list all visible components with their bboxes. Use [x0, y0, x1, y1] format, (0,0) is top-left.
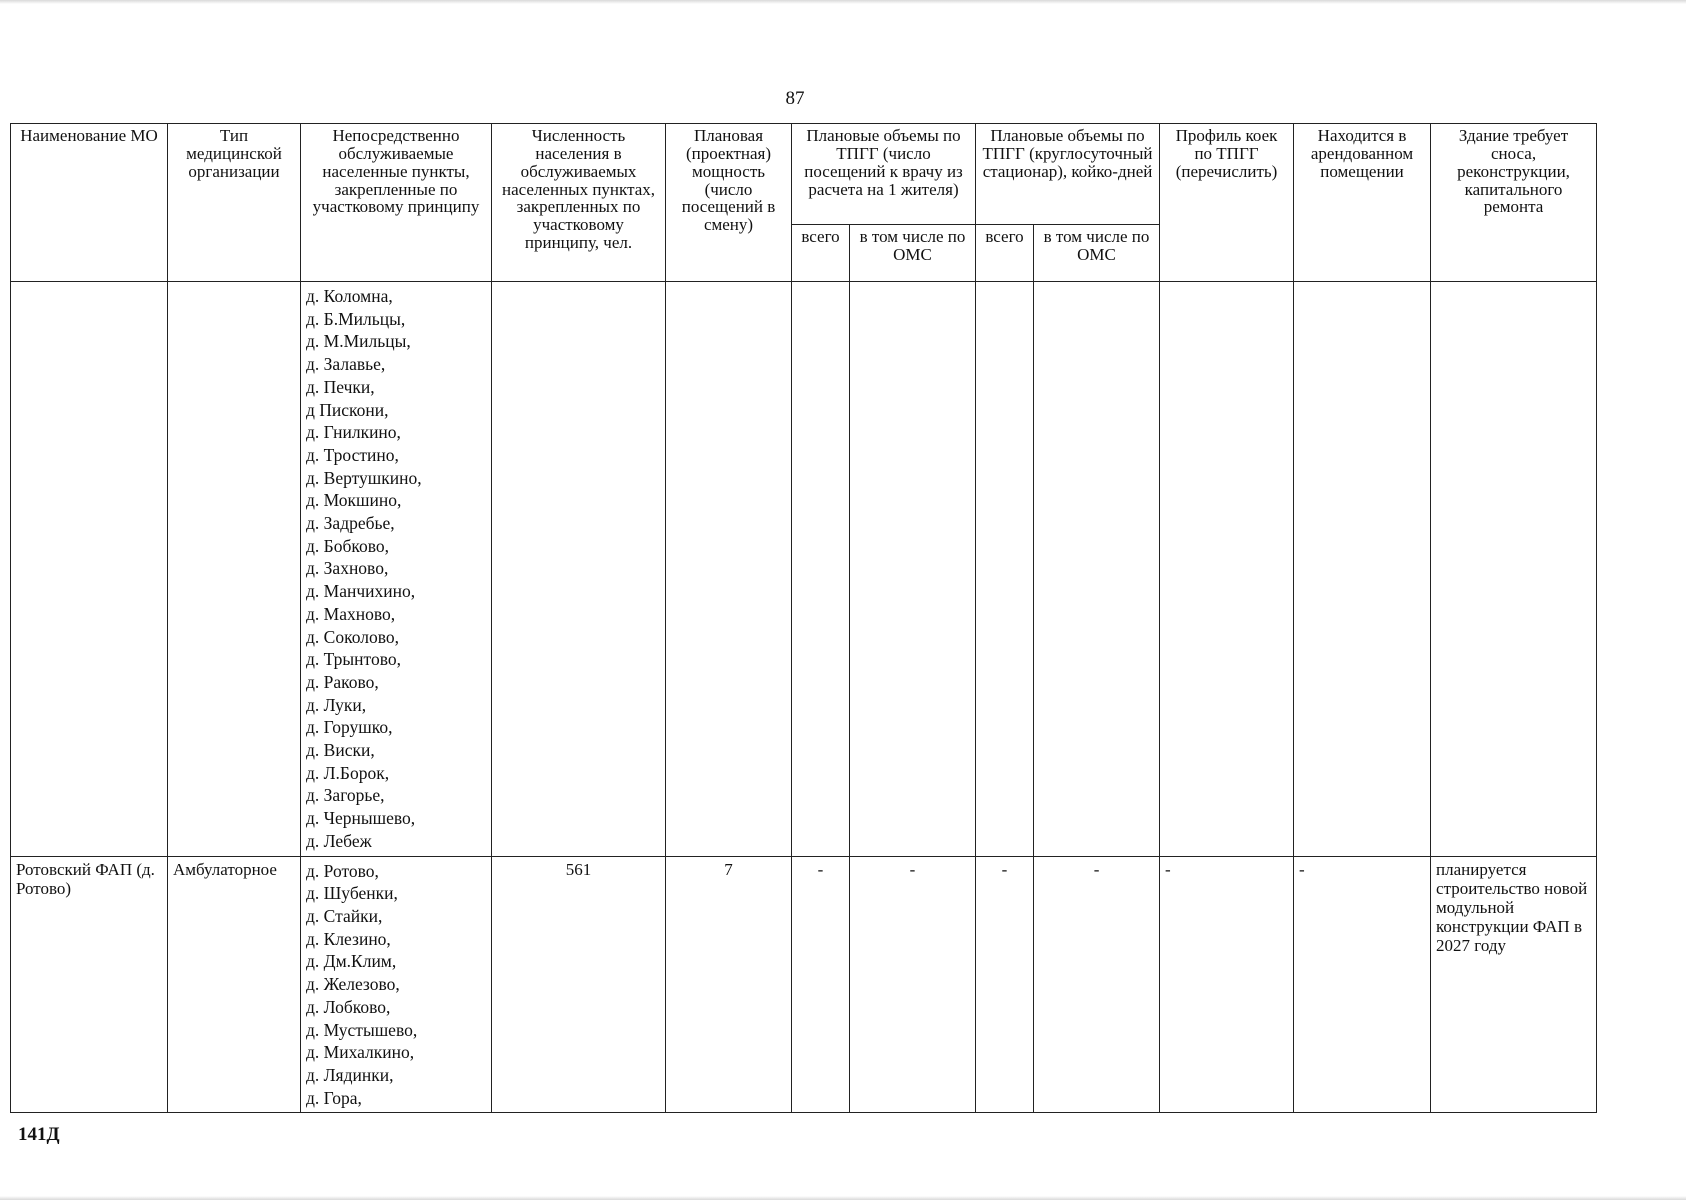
- cell-building: [1431, 282, 1597, 857]
- header-visits-oms: в том числе по ОМС: [850, 225, 976, 282]
- header-capacity: Плановая (проектная) мощность (число посещений в смену): [666, 124, 792, 282]
- header-visits-total: всего: [792, 225, 850, 282]
- settlement-item: д. Махново,: [306, 603, 396, 624]
- scan-edge-top: [0, 0, 1686, 4]
- settlement-item: д. Захново,: [306, 558, 389, 579]
- header-row-1: [11, 124, 1597, 225]
- table-row: [11, 856, 1597, 1113]
- cell-visits-oms: -: [850, 856, 976, 1113]
- settlement-item: д. Лебеж: [306, 830, 372, 851]
- page-number: 87: [785, 88, 805, 109]
- settlement-item: д. Манчихино,: [306, 581, 416, 602]
- cell-beds-oms: [1034, 282, 1160, 857]
- settlement-item: д. Мустышево,: [306, 1019, 418, 1040]
- settlement-item: д. Гора,: [306, 1087, 362, 1108]
- settlement-item: д. Тростино,: [306, 444, 399, 465]
- header-rented: Находится в арендованном помещении: [1294, 124, 1431, 282]
- cell-name-mo: Ротовский ФАП (д. Ротово): [11, 856, 168, 1113]
- header-org-type: Тип медицинской организации: [168, 124, 301, 282]
- cell-org-type: [168, 282, 301, 857]
- settlement-item: д. Бобково,: [306, 535, 389, 556]
- header-beds-total: всего: [976, 225, 1034, 282]
- header-building: Здание требует сноса, реконструкции, капитального ремонта: [1431, 124, 1597, 282]
- settlement-item: д. Задребье,: [306, 513, 395, 534]
- cell-beds-oms: -: [1034, 856, 1160, 1113]
- header-settlements: Непосредственно обслуживаемые населенные пункты, закрепленные по участковому принципу: [301, 124, 492, 282]
- settlement-item: д. Виски,: [306, 740, 375, 761]
- settlement-item: д. Л.Борок,: [306, 762, 390, 783]
- settlement-item: д. Печки,: [306, 376, 375, 397]
- header-name-mo: Наименование МО: [11, 124, 168, 282]
- settlement-item: д. Лядинки,: [306, 1064, 394, 1085]
- settlement-item: д. Вертушкино,: [306, 467, 422, 488]
- settlement-item: д. Залавье,: [306, 354, 386, 375]
- cell-beds-total: -: [976, 856, 1034, 1113]
- table-row: [11, 282, 1597, 857]
- cell-beds-profile: [1160, 282, 1294, 857]
- settlement-item: д. Раково,: [306, 671, 379, 692]
- settlement-item: д. Горушко,: [306, 717, 393, 738]
- settlement-item: д. Гнилкино,: [306, 422, 401, 443]
- settlement-item: д. Стайки,: [306, 905, 383, 926]
- settlement-item: д. М.Мильцы,: [306, 331, 411, 352]
- cell-beds-total: [976, 282, 1034, 857]
- footer-code: 141Д: [18, 1124, 60, 1145]
- header-beds-oms: в том числе по ОМС: [1034, 225, 1160, 282]
- cell-visits-total: [792, 282, 850, 857]
- cell-population: [492, 282, 666, 857]
- settlement-item: д. Клезино,: [306, 928, 391, 949]
- settlement-item: д. Шубенки,: [306, 883, 398, 904]
- cell-capacity: 7: [666, 856, 792, 1113]
- settlement-item: д Пискони,: [306, 399, 389, 420]
- cell-visits-oms: [850, 282, 976, 857]
- settlement-item: д. Михалкино,: [306, 1042, 415, 1063]
- cell-building: планируется строительство новой модульной конструкции ФАП в 2027 году: [1431, 856, 1597, 1113]
- cell-visits-total: -: [792, 856, 850, 1113]
- settlement-item: д. Загорье,: [306, 785, 385, 806]
- cell-beds-profile: -: [1160, 856, 1294, 1113]
- cell-population: 561: [492, 856, 666, 1113]
- settlement-item: д. Железово,: [306, 974, 400, 995]
- settlement-item: д. Б.Мильцы,: [306, 308, 406, 329]
- header-tpgg-beds: Плановые объемы по ТПГГ (круглосуточный стационар), койко-дней: [976, 124, 1160, 225]
- settlement-item: д. Чернышево,: [306, 808, 416, 829]
- settlement-item: д. Мокшино,: [306, 490, 402, 511]
- settlement-item: д. Коломна,: [306, 286, 393, 306]
- settlement-item: д. Трынтово,: [306, 649, 401, 670]
- cell-org-type: Амбулаторное: [168, 856, 301, 1113]
- cell-rented: -: [1294, 856, 1431, 1113]
- cell-capacity: [666, 282, 792, 857]
- cell-settlements: [301, 282, 492, 857]
- scan-edge-bottom: [0, 1196, 1686, 1200]
- settlement-item: д. Дм.Клим,: [306, 951, 397, 972]
- facilities-table: [10, 123, 1597, 1113]
- header-beds-profile: Профиль коек по ТПГГ (перечислить): [1160, 124, 1294, 282]
- settlement-item: д. Ротово,: [306, 860, 379, 881]
- header-population: Численность населения в обслуживаемых населенных пунктах, закрепленных по участковому принципу, чел.: [492, 124, 666, 282]
- cell-rented: [1294, 282, 1431, 857]
- cell-name-mo: [11, 282, 168, 857]
- settlement-item: д. Соколово,: [306, 626, 399, 647]
- header-tpgg-visits: Плановые объемы по ТПГГ (число посещений к врачу из расчета на 1 жителя): [792, 124, 976, 225]
- settlement-item: д. Лобково,: [306, 996, 391, 1017]
- settlement-item: д. Луки,: [306, 694, 367, 715]
- cell-settlements: [301, 856, 492, 1113]
